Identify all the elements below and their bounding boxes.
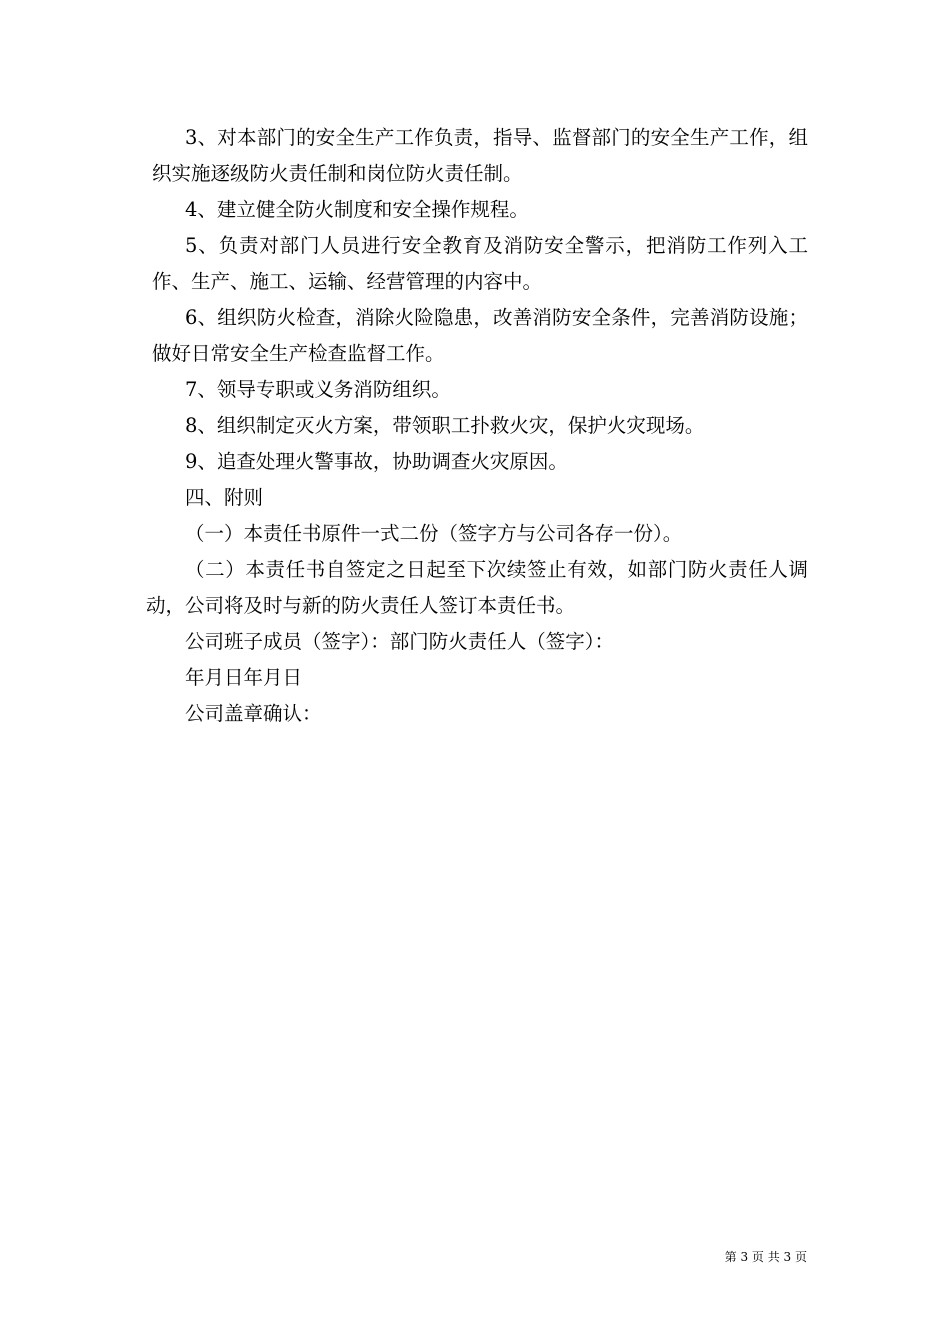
clause-3: 3、对本部门的安全生产工作负责，指导、监督部门的安全生产工作，组织实施逐级防火责任制和岗位防火责任制。 <box>152 126 808 185</box>
clause-6: 6、组织防火检查，消除火险隐患，改善消防安全条件，完善消防设施；做好日常安全生产检查监督工作。 <box>152 306 808 365</box>
clause-7: 7、领导专职或义务消防组织。 <box>185 378 451 401</box>
clause-4: 4、建立健全防火制度和安全操作规程。 <box>185 198 529 221</box>
appendix-item-1: （一）本责任书原件一式二份（签字方与公司各存一份）。 <box>185 522 683 545</box>
clause-5: 5、负责对部门人员进行安全教育及消防安全警示，把消防工作列入工作、生产、施工、运输、经营管理的内容中。 <box>152 234 808 293</box>
appendix-item-2: （二）本责任书自签定之日起至下次续签止有效，如部门防火责任人调动，公司将及时与新的防火责任人签订本责任书。 <box>146 558 808 617</box>
document-body <box>146 120 808 732</box>
company-seal-line: 公司盖章确认： <box>185 702 322 725</box>
clause-8: 8、组织制定灭火方案，带领职工扑救火灾，保护火灾现场。 <box>185 414 705 437</box>
page-number: 第 3 页 共 3 页 <box>724 1250 807 1264</box>
section-heading-appendix: 四、附则 <box>185 486 264 509</box>
clause-9: 9、追查处理火警事故，协助调查火灾原因。 <box>185 450 568 473</box>
signature-line: 公司班子成员（签字）：部门防火责任人（签字）： <box>185 630 615 653</box>
date-line: 年月日年月日 <box>185 666 303 689</box>
